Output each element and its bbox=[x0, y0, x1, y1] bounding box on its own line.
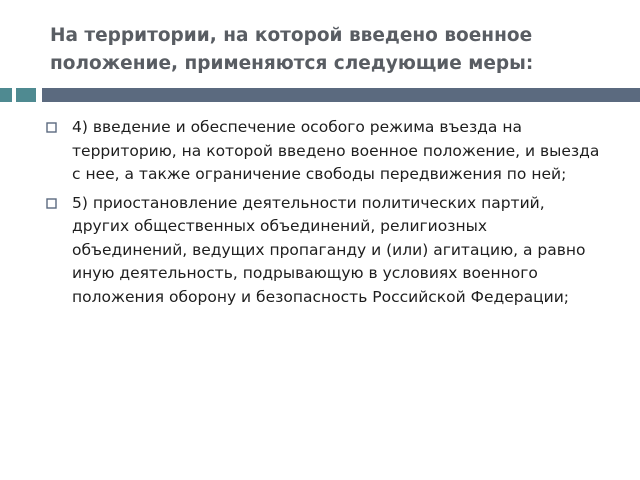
divider-segment-teal-wide bbox=[16, 88, 36, 102]
hollow-square-icon bbox=[46, 122, 57, 133]
bullet-text: 5) приостановление деятельности политических партий, других общественных объединений, религиозных объединений, ведущих пропаганду и (или) агитацию, а равно иную деятельность, подрывающую в условиях военного положения оборону и безопасность Российской Федерации; bbox=[72, 193, 586, 306]
divider-segment-slate bbox=[42, 88, 640, 102]
bullet-item bbox=[46, 192, 606, 310]
hollow-square-icon bbox=[46, 198, 57, 209]
divider-segment-teal bbox=[0, 88, 12, 102]
bullet-item bbox=[46, 116, 606, 187]
bullet-list bbox=[46, 116, 606, 314]
slide-title: На территории, на которой введено военное положение, применяются следующие меры: bbox=[50, 25, 534, 74]
bullet-text: 4) введение и обеспечение особого режима въезда на территорию, на которой введено военное положение, и выезда с нее, а также ограничение свободы передвижения по ней; bbox=[72, 118, 600, 183]
title-divider bbox=[0, 88, 640, 102]
